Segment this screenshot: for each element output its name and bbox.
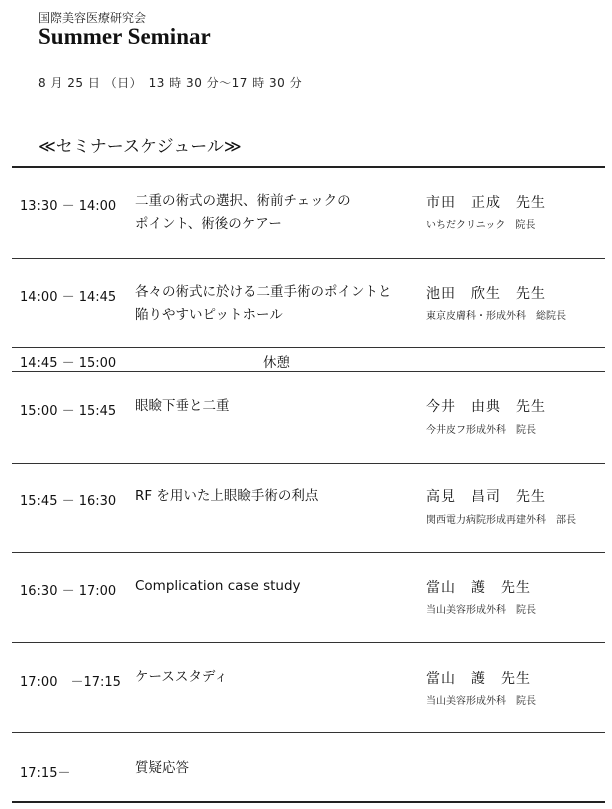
session-topic-line: 眼瞼下垂と二重 xyxy=(135,398,230,414)
organization-name: 国際美容医療研究会 xyxy=(38,11,147,25)
session-topic xyxy=(135,190,351,236)
divider xyxy=(12,463,605,464)
session-topic-line: ケーススタディ xyxy=(135,669,228,685)
speaker-affiliation: 当山美容形成外科 院長 xyxy=(426,696,536,707)
speaker-affiliation: 今井皮フ形成外科 院長 xyxy=(426,425,536,436)
schedule-heading: ≪セミナースケジュール≫ xyxy=(38,137,242,157)
session-time: 15:45 － 16:30 xyxy=(20,494,117,509)
speaker-name: 今井 由典 先生 xyxy=(426,399,546,415)
speaker-affiliation: 東京皮膚科・形成外科 総院長 xyxy=(426,311,566,322)
session-time: 17:15－ xyxy=(20,766,71,781)
session-topic-line: ポイント、術後のケアー xyxy=(135,216,282,232)
divider xyxy=(12,347,605,348)
speaker-affiliation: 当山美容形成外科 院長 xyxy=(426,605,536,616)
speaker-name: 市田 正成 先生 xyxy=(426,195,546,211)
session-time: 14:00 － 14:45 xyxy=(20,290,117,305)
session-topic xyxy=(135,395,230,418)
session-topic xyxy=(135,485,318,508)
divider xyxy=(12,371,605,372)
session-time: 14:45 － 15:00 xyxy=(20,356,117,371)
session-topic xyxy=(135,575,301,598)
session-topic-line: Complication case study xyxy=(135,578,301,594)
session-topic-line: 二重の術式の選択、術前チェックの xyxy=(135,193,351,209)
session-time: 16:30 － 17:00 xyxy=(20,584,117,599)
seminar-title: Summer Seminar xyxy=(38,24,211,49)
divider-top xyxy=(12,166,605,168)
divider-bottom xyxy=(12,801,605,803)
session-time: 13:30 － 14:00 xyxy=(20,199,117,214)
break-label: 休憩 xyxy=(263,355,290,371)
speaker-name: 當山 護 先生 xyxy=(426,671,531,687)
speaker-affiliation: 関西電力病院形成再建外科 部長 xyxy=(426,515,576,526)
session-topic-line: RF を用いた上眼瞼手術の利点 xyxy=(135,488,319,504)
session-topic xyxy=(135,281,392,327)
session-topic-line: 各々の術式に於ける二重手術のポイントと xyxy=(135,284,392,300)
divider xyxy=(12,732,605,733)
session-topic xyxy=(135,757,189,780)
session-time: 15:00 － 15:45 xyxy=(20,404,117,419)
session-topic-line: 質疑応答 xyxy=(135,760,189,776)
speaker-name: 當山 護 先生 xyxy=(426,580,531,596)
speaker-name: 高見 昌司 先生 xyxy=(426,489,546,505)
speaker-affiliation: いちだクリニック 院長 xyxy=(426,220,536,231)
speaker-name: 池田 欣生 先生 xyxy=(426,286,546,302)
session-time: 17:00 －17:15 xyxy=(20,675,121,690)
divider xyxy=(12,258,605,259)
session-topic xyxy=(135,666,228,689)
seminar-date: 8 月 25 日 （日） 13 時 30 分～17 時 30 分 xyxy=(38,76,303,90)
divider xyxy=(12,552,605,553)
session-topic-line: 陥りやすいピットホール xyxy=(135,307,283,323)
divider xyxy=(12,642,605,643)
